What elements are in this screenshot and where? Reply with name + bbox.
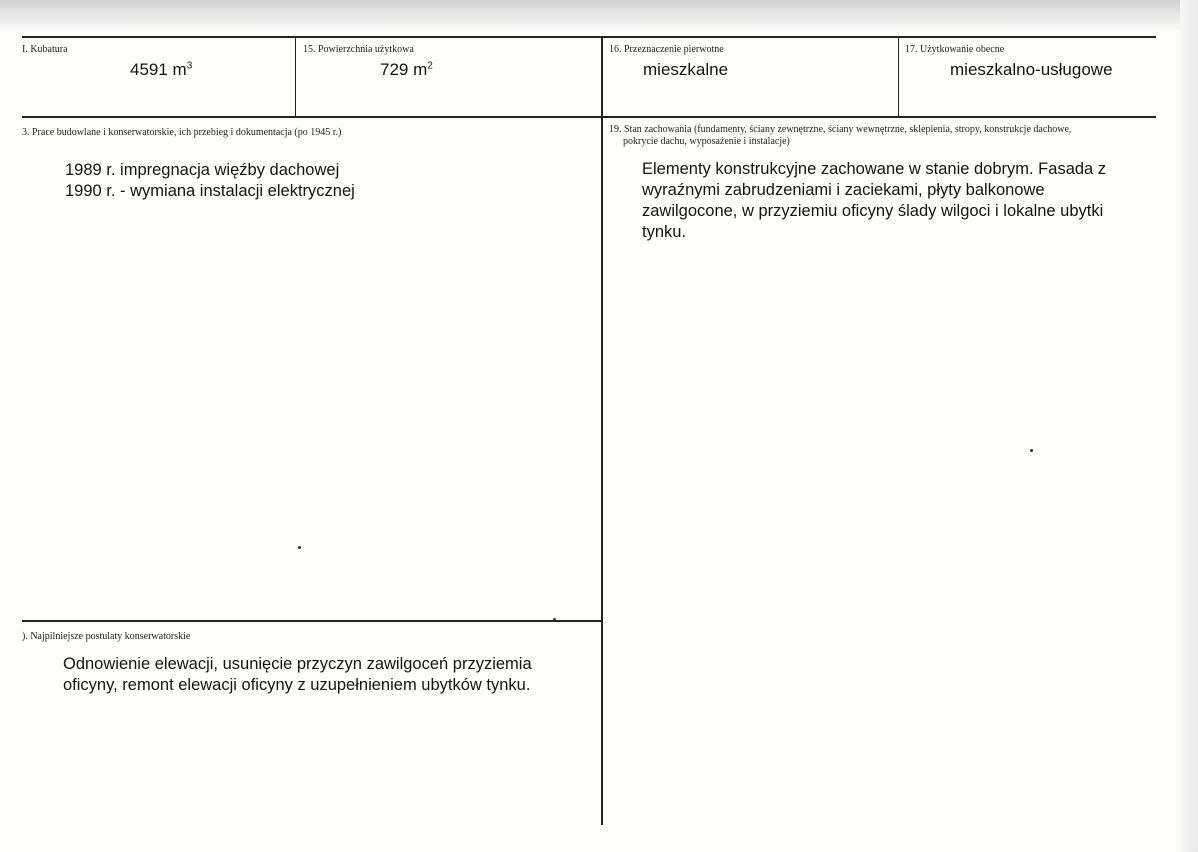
stan-line: tynku.: [642, 223, 687, 241]
stan-line: Elementy konstrukcyjne zachowane w stanie dobrym. Fasada z: [642, 160, 1107, 178]
postulaty-label: ). Najpilniejsze postulaty konserwatorskie: [22, 631, 191, 642]
postulaty-line: oficyny, remont elewacji oficyny z uzupełnieniem ubytków tynku.: [63, 676, 531, 694]
kubatura-exponent: 3: [186, 60, 193, 72]
kubatura-number: 4591 m: [130, 60, 187, 79]
powierzchnia-label: 15. Powierzchnia użytkowa: [303, 44, 414, 55]
uzytkowanie-value: mieszkalno-usługowe: [950, 60, 1113, 79]
przeznaczenie-label: 16. Przeznaczenie pierwotne: [609, 44, 724, 55]
stan-label-line1: 19. Stan zachowania (fundamenty, ściany zewnętrzne, ściany wewnętrzne, sklepienia, stropy, konstrukcje dachowe,: [609, 124, 1072, 135]
kubatura-label: I. Kubatura: [22, 44, 68, 55]
powierzchnia-exponent: 2: [427, 60, 433, 72]
przeznaczenie-value: mieszkalne: [643, 60, 729, 79]
postulaty-text: [63, 654, 532, 696]
uzytkowanie-label: 17. Użytkowanie obecne: [905, 44, 1005, 55]
scan-speck: [553, 618, 556, 621]
col-divider-3: [898, 37, 899, 117]
stan-label-line2: pokrycie dachu, wyposażenie i instalacje): [623, 136, 790, 147]
top-border-line: [22, 36, 1156, 38]
prace-line: 1989 r. impregnacja więźby dachowej: [65, 161, 340, 179]
powierzchnia-number: 729 m: [380, 60, 428, 79]
postulaty-line: Odnowienie elewacji, usunięcie przyczyn zawilgoceń przyziemia: [63, 655, 532, 673]
scan-speck: [1030, 449, 1033, 452]
scan-top-edge: [0, 0, 1198, 30]
col-divider-1: [295, 37, 296, 117]
stan-text: [642, 159, 1106, 243]
prace-text: [65, 160, 355, 202]
stan-line: wyraźnymi zabrudzeniami i zaciekami, płyty balkonowe: [642, 181, 1045, 199]
scan-right-edge: [1180, 0, 1198, 852]
powierzchnia-value: [380, 60, 433, 80]
left-section-divider-line: [22, 620, 602, 622]
scan-speck: [298, 546, 301, 549]
kubatura-value: [130, 60, 192, 80]
prace-label: 3. Prace budowlane i konserwatorskie, ich przebieg i dokumentacja (po 1945 r.): [22, 127, 342, 138]
row1-bottom-line: [22, 116, 1156, 118]
stan-line: zawilgocone, w przyziemiu oficyny ślady wilgoci i lokalne ubytki: [642, 202, 1104, 220]
col-divider-main: [601, 37, 603, 825]
prace-line: 1990 r. - wymiana instalacji elektrycznej: [65, 182, 355, 200]
